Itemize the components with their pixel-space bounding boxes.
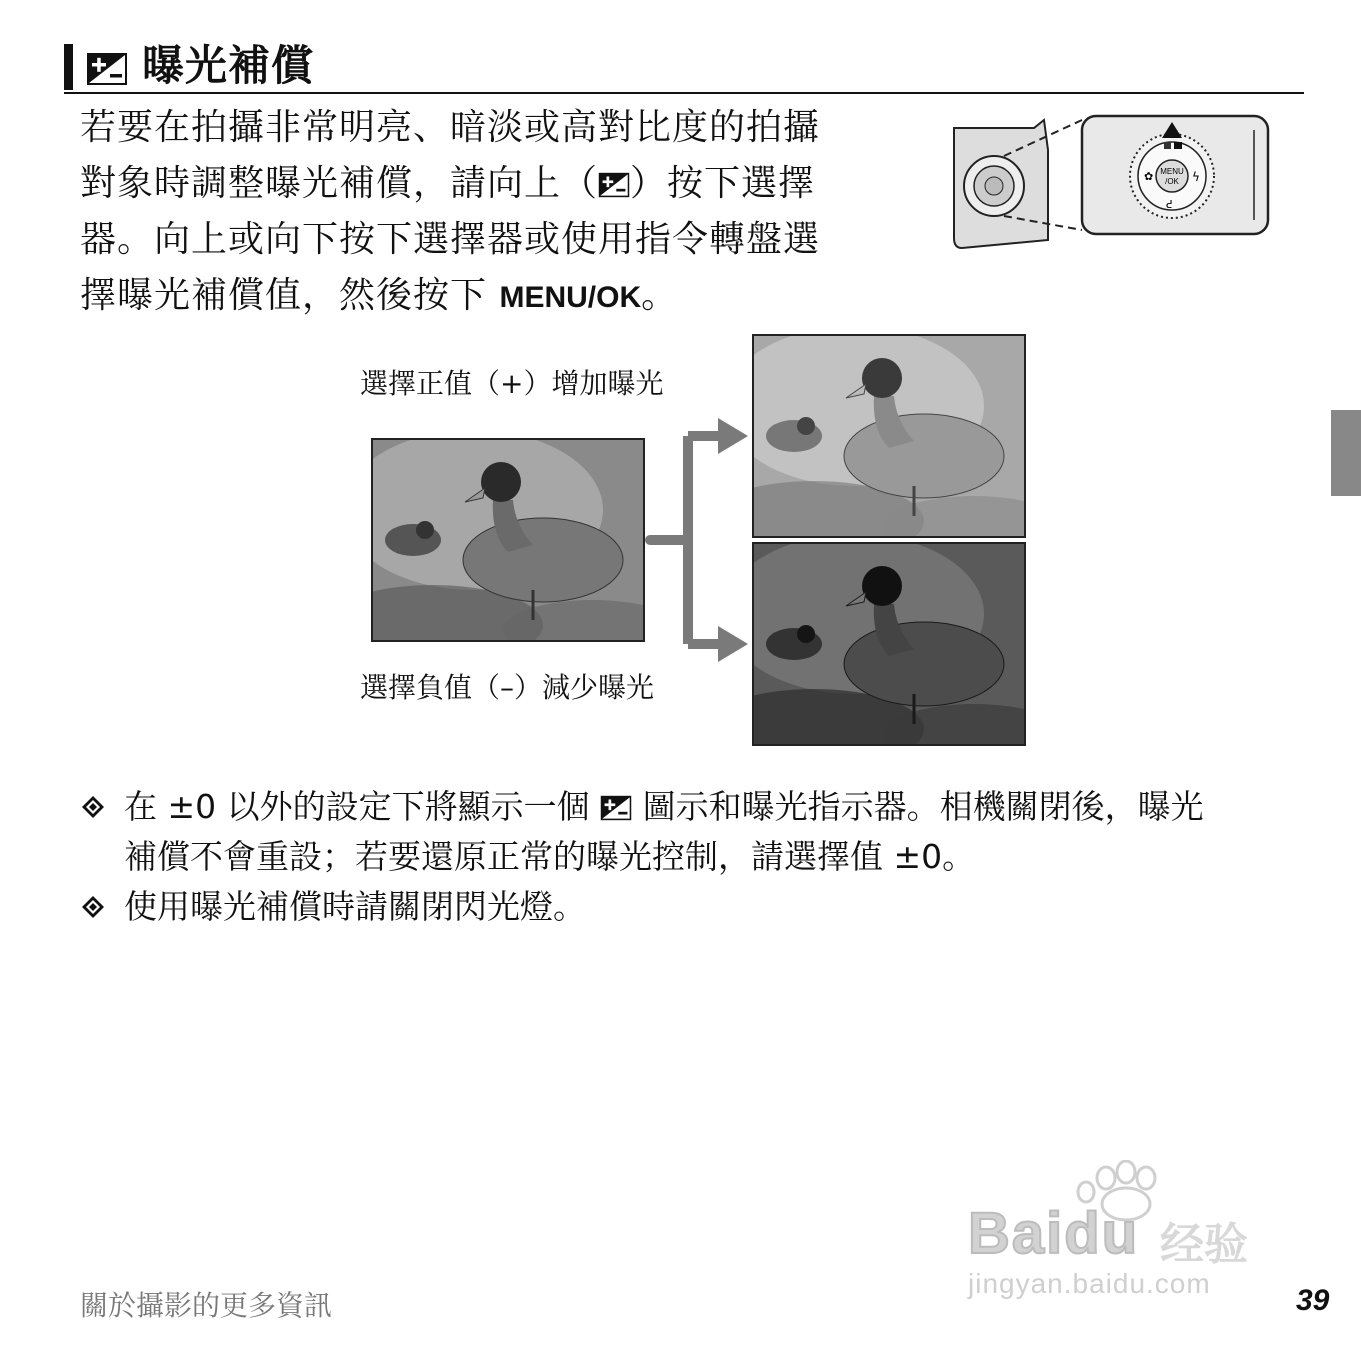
duck-image — [373, 440, 643, 640]
title-rule — [64, 92, 1304, 94]
exposure-compensation-icon — [86, 52, 128, 86]
duck-photo-darker — [752, 542, 1026, 746]
intro-line: 擇曝光補償值，然後按下 MENU/OK。 — [80, 275, 679, 316]
page-number: 39 — [1296, 1284, 1330, 1317]
footer-section-title: 關於攝影的更多資訊 — [80, 1289, 333, 1322]
page-title: 曝光補償 — [142, 41, 315, 90]
svg-text:ϟ: ϟ — [1192, 170, 1200, 184]
svg-text:✿: ✿ — [1144, 170, 1154, 183]
note-item: 使用曝光補償時請關閉閃光燈。 — [80, 882, 1310, 932]
branch-arrows — [640, 410, 760, 680]
watermark-brand: Baidu — [968, 1201, 1140, 1266]
title-bar-marker — [64, 44, 73, 90]
watermark-cn: 经验 — [1160, 1219, 1248, 1270]
camera-selector-illustration — [950, 110, 1270, 260]
intro-line: 若要在拍攝非常明亮、暗淡或高對比度的拍攝 — [80, 107, 821, 148]
watermark-url: jingyan.baidu.com — [968, 1268, 1211, 1299]
svg-text:MENU: MENU — [1160, 167, 1184, 176]
duck-photo-brighter — [752, 334, 1026, 538]
note-tag-icon — [80, 894, 106, 920]
intro-line: 對象時調整曝光補償，請向上（ ）按下選擇 — [80, 163, 816, 204]
duck-image — [754, 336, 1024, 536]
duck-image — [754, 544, 1024, 744]
menu-ok-label: MENU/OK — [499, 281, 642, 314]
svg-text:/OK: /OK — [1165, 177, 1179, 186]
intro-paragraph — [80, 100, 900, 326]
caption-plus: 選擇正值（+）增加曝光 — [360, 367, 664, 400]
note-tag-icon — [80, 794, 106, 820]
caption-minus: 選擇負值（–）減少曝光 — [360, 671, 655, 704]
exposure-compensation-icon — [598, 171, 630, 199]
note-item: 在 ±0 以外的設定下將顯示一個 圖示和曝光指示器。相機關閉後，曝光 補償不會重設；若要還原正常的曝光控制，請選擇值 ±0。 — [80, 782, 1310, 882]
intro-line: 器。向上或向下按下選擇器或使用指令轉盤選 — [80, 219, 821, 260]
exposure-compensation-icon — [600, 794, 632, 822]
chapter-side-tab — [1331, 410, 1361, 496]
svg-text:ᕍ: ᕍ — [1166, 198, 1173, 211]
duck-photo-normal — [371, 438, 645, 642]
